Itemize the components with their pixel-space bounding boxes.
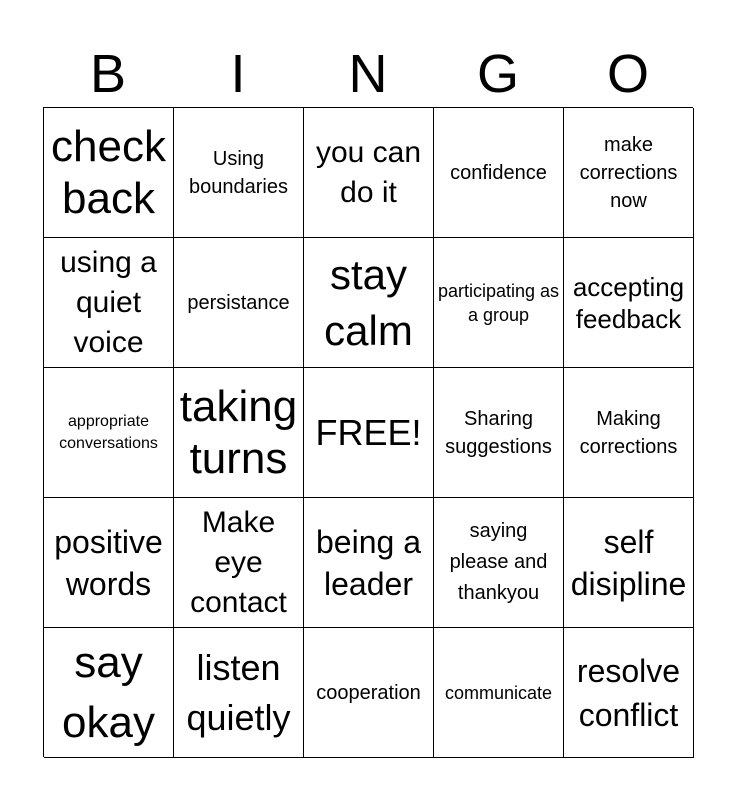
cell-label: using a quiet voice [60,245,157,359]
header-letter-b: B [89,44,127,104]
cell-label: positive words [54,523,163,602]
bingo-cell[interactable] [304,628,434,758]
bingo-cell[interactable] [434,628,564,758]
cell-label: check back [51,121,166,223]
bingo-cell[interactable] [564,628,694,758]
bingo-cell[interactable] [304,498,434,628]
bingo-cell[interactable] [44,628,174,758]
cell-label: self disipline [570,523,687,602]
bingo-cell[interactable] [44,368,174,498]
cell-label: cooperation [316,681,421,704]
bingo-cell[interactable] [174,368,304,498]
bingo-cell[interactable] [174,498,304,628]
bingo-cell[interactable] [564,108,694,238]
cell-label: make corrections now [579,133,678,212]
cell-label: taking turns [179,381,298,483]
cell-label: resolve conflict [576,652,681,733]
cell-label: Using boundaries [189,147,288,198]
cell-label: accepting feedback [572,271,685,334]
bingo-cell[interactable] [44,238,174,368]
cell-label: persistance [187,291,290,314]
bingo-cell[interactable] [304,108,434,238]
bingo-cell[interactable] [434,238,564,368]
bingo-cell[interactable] [44,498,174,628]
cell-label: confidence [450,161,547,184]
cell-label: appropriate conversations [59,412,158,452]
cell-label: say okay [62,637,155,747]
cell-label: you can do it [315,135,422,209]
cell-label: Sharing suggestions [445,407,552,458]
header-letter-g: G [476,44,519,104]
bingo-cell[interactable] [174,628,304,758]
bingo-cell[interactable] [434,108,564,238]
bingo-cell[interactable] [434,368,564,498]
bingo-header [43,40,693,108]
bingo-cell[interactable] [44,108,174,238]
cell-label: saying please and thankyou [449,520,548,604]
cell-label: being a leader [316,523,421,602]
header-letter-n: N [348,44,388,104]
bingo-cell[interactable] [174,108,304,238]
bingo-card-grid [43,107,693,757]
free-space-label: FREE! [315,411,422,453]
bingo-cell[interactable] [174,238,304,368]
bingo-cell[interactable] [564,498,694,628]
header-letter-o: O [606,44,649,104]
bingo-cell[interactable] [564,238,694,368]
cell-label: listen quietly [186,646,291,738]
bingo-free-cell[interactable] [304,368,434,498]
bingo-cell[interactable] [564,368,694,498]
cell-label: stay calm [324,250,413,354]
cell-label: Making corrections [579,407,678,458]
header-letter-i: I [230,44,246,104]
cell-label: participating as a group [437,280,560,325]
bingo-cell[interactable] [304,238,434,368]
cell-label: Make eye contact [190,505,287,619]
cell-label: communicate [444,682,553,703]
bingo-cell[interactable] [434,498,564,628]
